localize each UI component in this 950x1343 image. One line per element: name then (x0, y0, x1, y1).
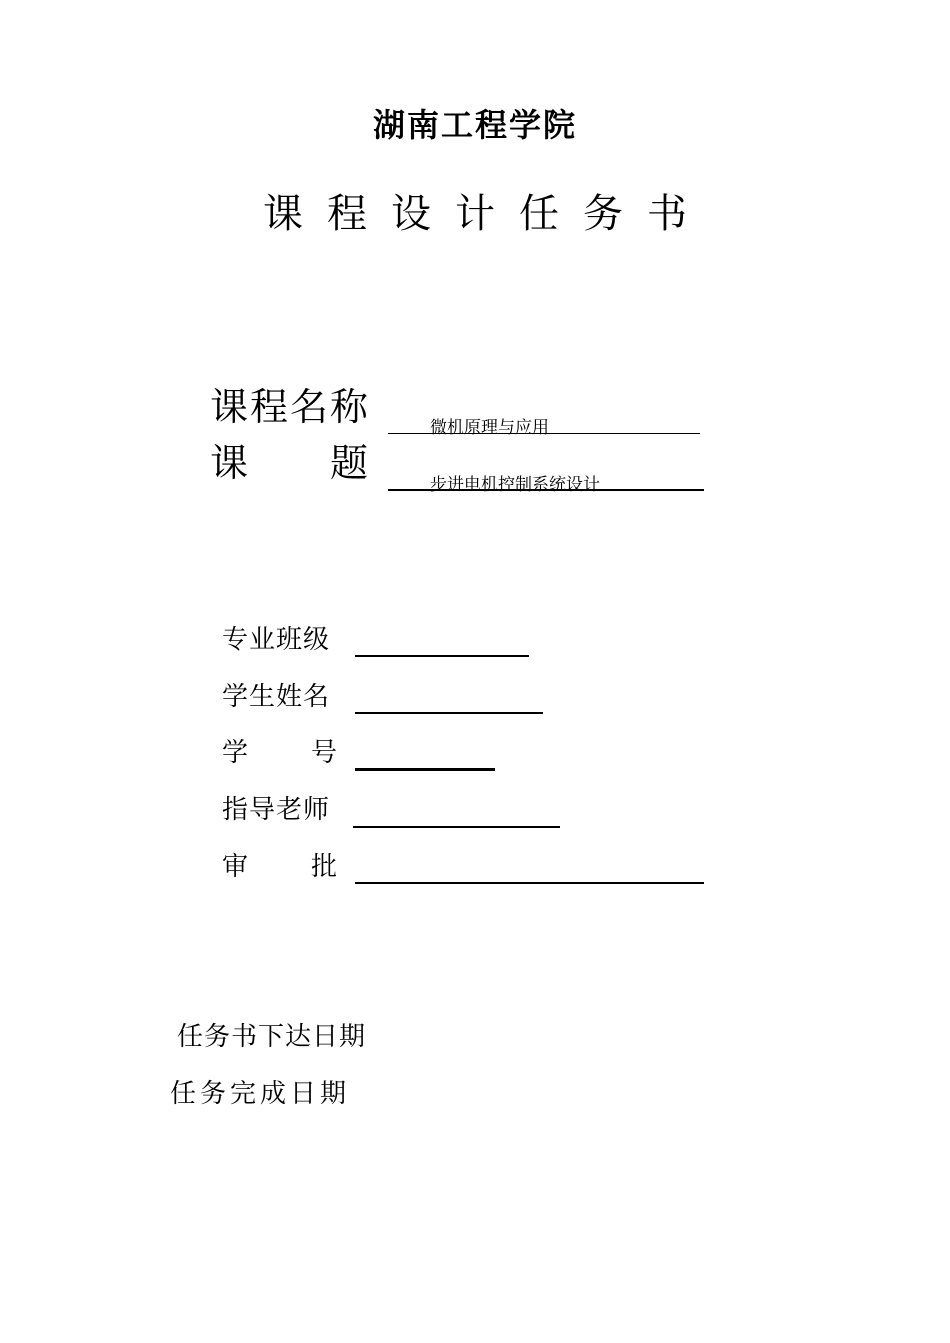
topic-label (210, 432, 370, 487)
student-name-label: 学生姓名 (222, 682, 331, 712)
approval-label-char-1: 审 (222, 852, 250, 882)
major-class-underline (355, 655, 529, 657)
student-name-underline (355, 712, 543, 714)
document-title: 课程设计任务书 (263, 191, 711, 237)
school-name: 湖南工程学院 (372, 106, 577, 144)
issue-date-label: 任务书下达日期 (177, 1022, 367, 1052)
student-id-underline (355, 768, 495, 771)
topic-label-char-2: 题 (329, 441, 370, 485)
approval-label (222, 846, 338, 883)
advisor-label: 指导老师 (222, 795, 331, 825)
student-id-label-char-1: 学 (222, 738, 250, 768)
approval-underline (355, 882, 704, 884)
course-name-underline (388, 433, 700, 434)
advisor-underline (353, 826, 560, 828)
course-name-value: 微机原理与应用 (430, 418, 549, 438)
course-name-label: 课程名称 (210, 385, 371, 429)
topic-label-char-1: 课 (210, 441, 251, 485)
topic-value: 步进电机控制系统设计 (430, 475, 600, 495)
complete-date-label: 任务完成日期 (170, 1079, 351, 1109)
student-id-label (222, 732, 338, 769)
student-id-label-char-2: 号 (310, 738, 338, 768)
major-class-label: 专业班级 (222, 625, 331, 655)
approval-label-char-2: 批 (310, 852, 338, 882)
topic-underline (388, 489, 704, 491)
